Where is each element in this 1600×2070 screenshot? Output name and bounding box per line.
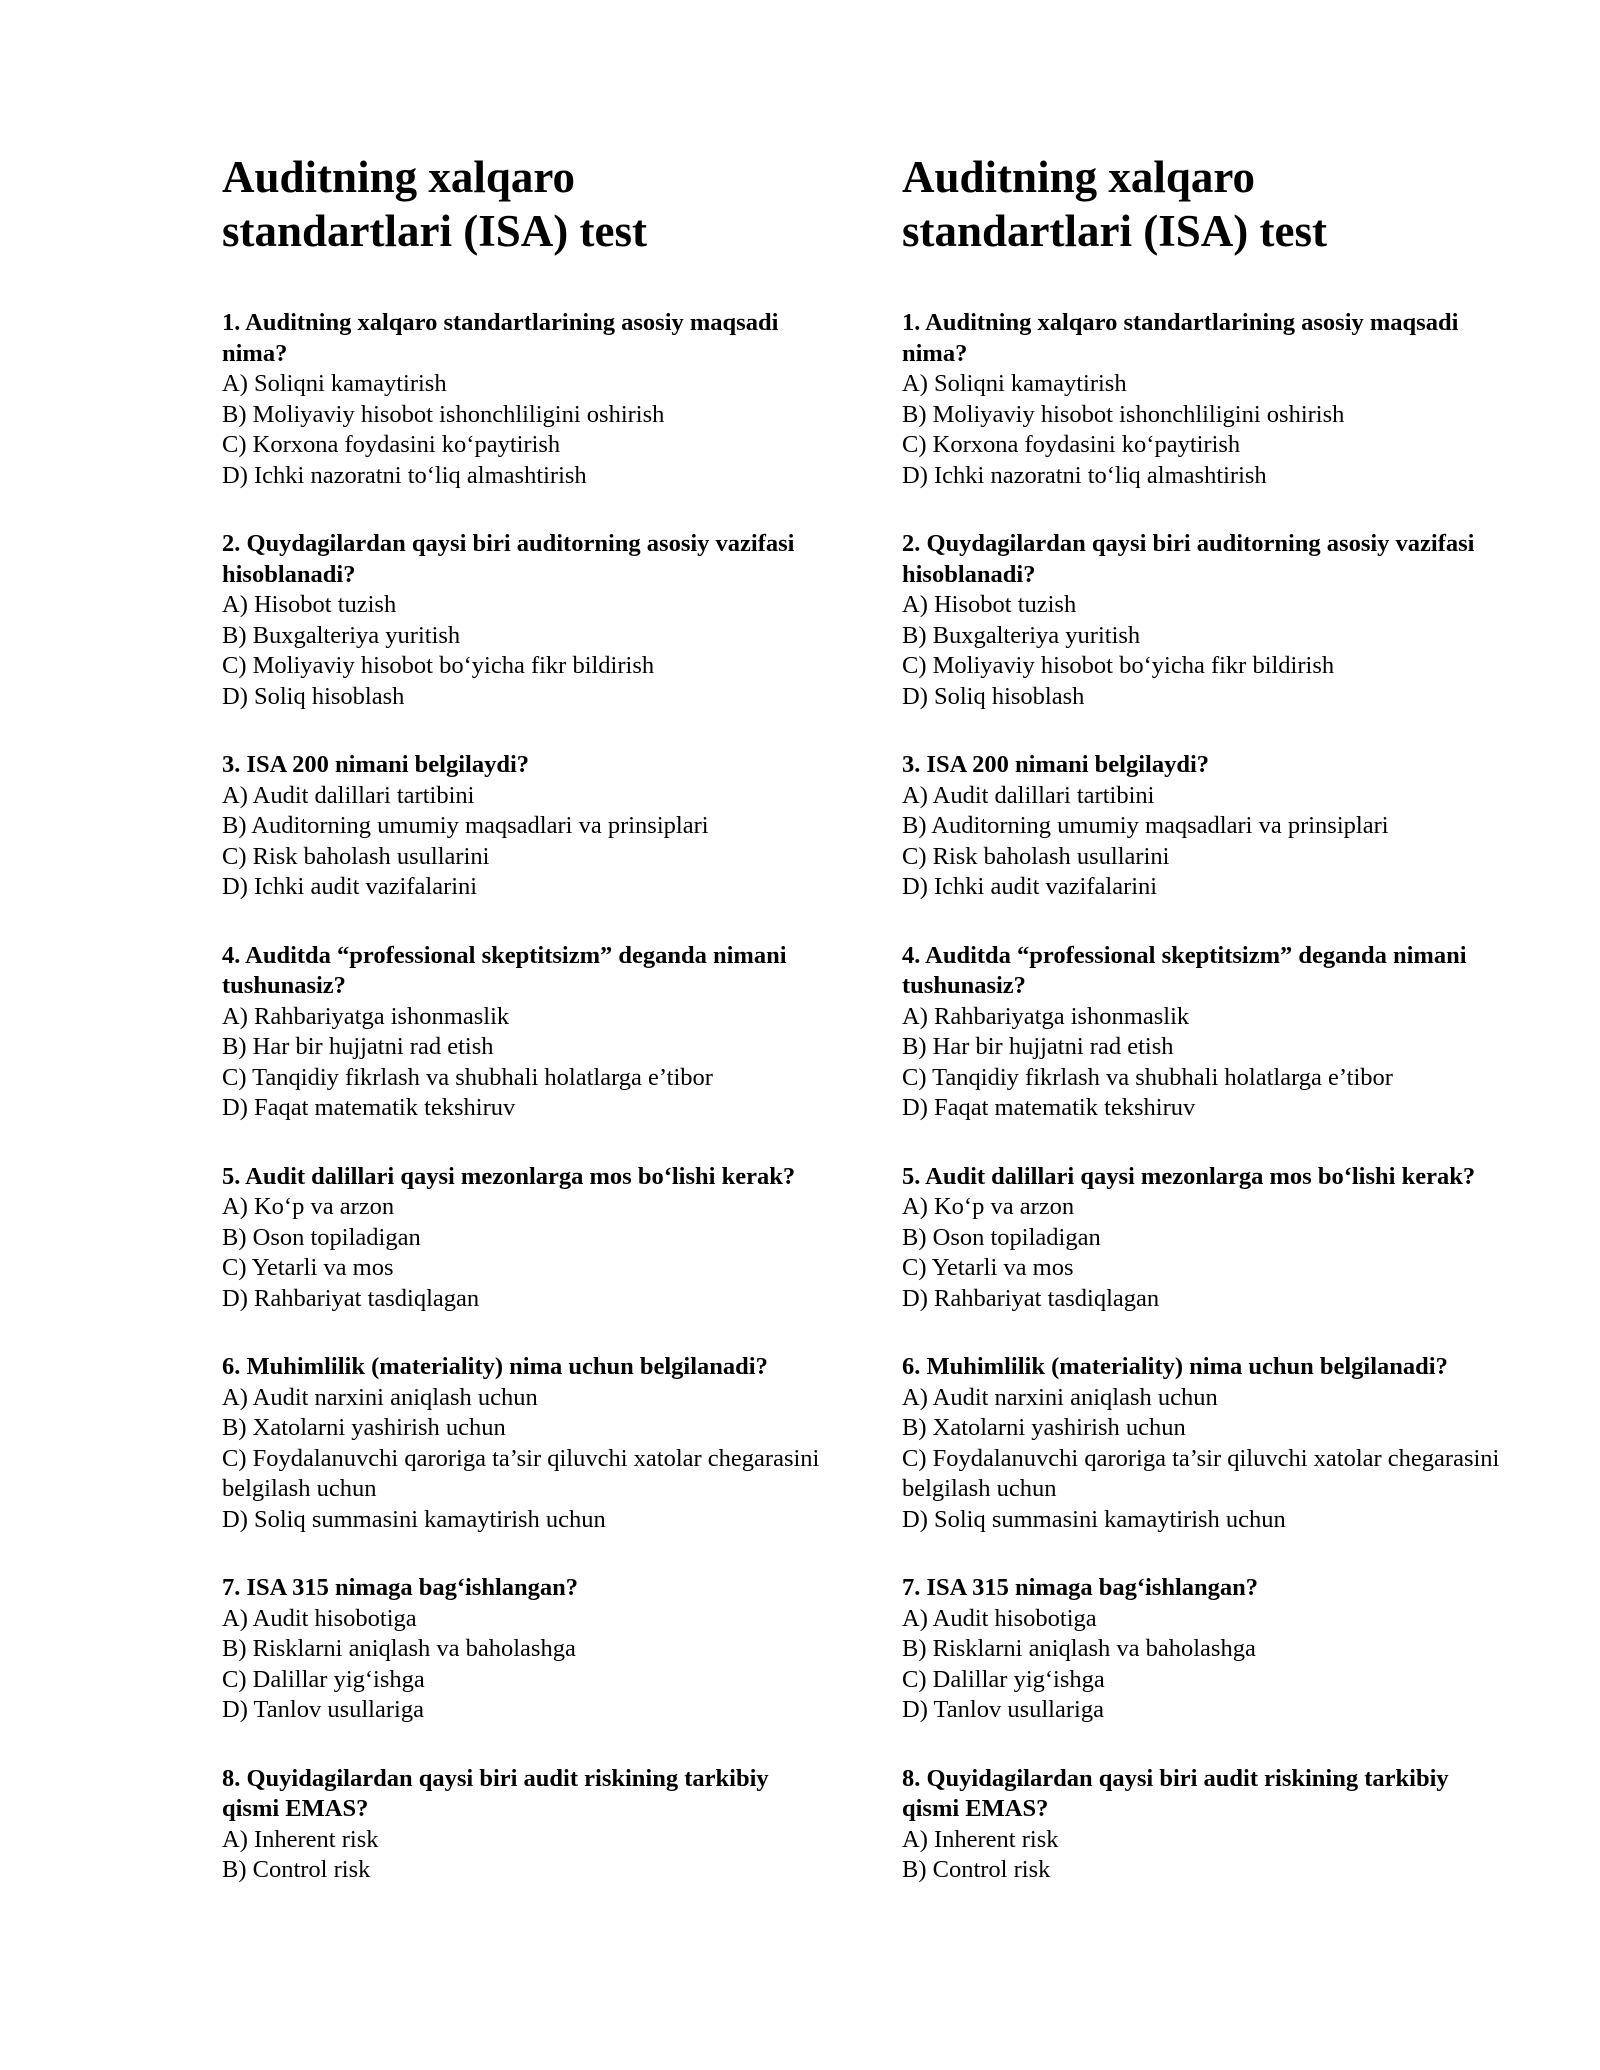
- title-line-2: standartlari (ISA) test: [222, 206, 647, 256]
- question-text: 5. Audit dalillari qaysi mezonlarga mos bo‘lishi kerak?: [902, 1162, 1476, 1190]
- option-d: D) Soliq hisoblash: [222, 682, 405, 710]
- question-7: [222, 1573, 822, 1726]
- option-a: A) Ko‘p va arzon: [222, 1193, 395, 1220]
- option-a: A) Inherent risk: [902, 1825, 1059, 1853]
- question-4: [902, 941, 1502, 1124]
- option-c: C) Foydalanuvchi qaroriga ta’sir qiluvchi xatolar chegarasini belgilash uchun: [222, 1444, 820, 1502]
- option-c: C) Tanqidiy fikrlash va shubhali holatlarga e’tibor: [222, 1063, 713, 1091]
- option-c: C) Dalillar yig‘ishga: [902, 1665, 1105, 1693]
- option-c: C) Yetarli va mos: [902, 1254, 1074, 1281]
- question-text: 7. ISA 315 nimaga bag‘ishlangan?: [222, 1574, 579, 1601]
- option-a: A) Rahbariyatga ishonmaslik: [222, 1002, 510, 1030]
- option-a: A) Rahbariyatga ishonmaslik: [902, 1002, 1190, 1030]
- title-line-2: standartlari (ISA) test: [902, 206, 1327, 256]
- question-text: 8. Quyidagilardan qaysi biri audit riskining tarkibiy qismi EMAS?: [222, 1764, 769, 1822]
- question-6: [222, 1352, 822, 1535]
- question-2: [222, 529, 822, 712]
- question-4: [222, 941, 822, 1124]
- option-c: C) Moliyaviy hisobot bo‘yicha fikr bildirish: [222, 652, 655, 679]
- option-b: B) Buxgalteriya yuritish: [222, 621, 461, 649]
- question-text: 6. Muhimlilik (materiality) nima uchun belgilanadi?: [222, 1353, 768, 1380]
- option-c: C) Dalillar yig‘ishga: [222, 1665, 425, 1693]
- question-text: 3. ISA 200 nimani belgilaydi?: [222, 751, 530, 778]
- option-c: C) Risk baholash usullarini: [902, 842, 1170, 870]
- option-b: B) Risklarni aniqlash va baholashga: [902, 1635, 1256, 1662]
- question-text: 5. Audit dalillari qaysi mezonlarga mos bo‘lishi kerak?: [222, 1162, 796, 1190]
- question-1: [902, 308, 1502, 491]
- option-d: D) Rahbariyat tasdiqlagan: [902, 1284, 1160, 1312]
- document-title: [902, 150, 1502, 258]
- option-b: B) Har bir hujjatni rad etish: [222, 1033, 494, 1060]
- option-c: C) Risk baholash usullarini: [222, 842, 490, 870]
- option-a: A) Soliqni kamaytirish: [902, 370, 1127, 397]
- option-b: B) Buxgalteriya yuritish: [902, 621, 1141, 649]
- right-column: [902, 150, 1502, 1924]
- option-d: D) Rahbariyat tasdiqlagan: [222, 1284, 480, 1312]
- option-b: B) Xatolarni yashirish uchun: [902, 1414, 1186, 1441]
- option-d: D) Tanlov usullariga: [902, 1696, 1104, 1723]
- option-d: D) Ichki nazoratni to‘liq almashtirish: [222, 461, 587, 489]
- question-text: 4. Auditda “professional skeptitsizm” deganda nimani tushunasiz?: [902, 941, 1467, 999]
- question-text: 4. Auditda “professional skeptitsizm” deganda nimani tushunasiz?: [222, 941, 787, 999]
- option-a: A) Hisobot tuzish: [902, 591, 1077, 618]
- option-c: C) Yetarli va mos: [222, 1254, 394, 1281]
- option-d: D) Faqat matematik tekshiruv: [902, 1094, 1196, 1121]
- option-c: C) Korxona foydasini ko‘paytirish: [222, 431, 561, 458]
- option-c: C) Tanqidiy fikrlash va shubhali holatlarga e’tibor: [902, 1063, 1393, 1091]
- option-b: B) Control risk: [222, 1856, 371, 1883]
- option-a: A) Soliqni kamaytirish: [222, 370, 447, 397]
- option-a: A) Audit hisobotiga: [222, 1604, 417, 1632]
- question-text: 2. Quydagilardan qaysi biri auditorning asosiy vazifasi hisoblanadi?: [902, 530, 1475, 588]
- question-text: 8. Quyidagilardan qaysi biri audit riskining tarkibiy qismi EMAS?: [902, 1764, 1449, 1822]
- option-b: B) Oson topiladigan: [222, 1223, 421, 1251]
- question-text: 1. Auditning xalqaro standartlarining asosiy maqsadi nima?: [902, 309, 1459, 367]
- option-b: B) Moliyaviy hisobot ishonchliligini oshirish: [902, 400, 1345, 428]
- option-d: D) Soliq hisoblash: [902, 682, 1085, 710]
- option-b: B) Oson topiladigan: [902, 1223, 1101, 1251]
- option-b: B) Auditorning umumiy maqsadlari va prinsiplari: [222, 812, 709, 839]
- question-5: [902, 1162, 1502, 1315]
- option-d: D) Faqat matematik tekshiruv: [222, 1094, 516, 1121]
- option-a: A) Audit dalillari tartibini: [902, 781, 1155, 809]
- option-a: A) Audit narxini aniqlash uchun: [902, 1383, 1218, 1411]
- question-3: [222, 750, 822, 903]
- option-a: A) Audit narxini aniqlash uchun: [222, 1383, 538, 1411]
- option-a: A) Audit hisobotiga: [902, 1604, 1097, 1632]
- question-8: [902, 1764, 1502, 1886]
- question-3: [902, 750, 1502, 903]
- question-1: [222, 308, 822, 491]
- question-5: [222, 1162, 822, 1315]
- question-6: [902, 1352, 1502, 1535]
- option-b: B) Xatolarni yashirish uchun: [222, 1414, 506, 1441]
- option-d: D) Tanlov usullariga: [222, 1696, 424, 1723]
- option-d: D) Soliq summasini kamaytirish uchun: [902, 1505, 1286, 1533]
- option-a: A) Ko‘p va arzon: [902, 1193, 1075, 1220]
- question-text: 6. Muhimlilik (materiality) nima uchun belgilanadi?: [902, 1353, 1448, 1380]
- option-c: C) Moliyaviy hisobot bo‘yicha fikr bildirish: [902, 652, 1335, 679]
- option-d: D) Ichki audit vazifalarini: [222, 873, 478, 900]
- question-2: [902, 529, 1502, 712]
- title-line-1: Auditning xalqaro: [222, 152, 576, 202]
- question-8: [222, 1764, 822, 1886]
- option-b: B) Auditorning umumiy maqsadlari va prinsiplari: [902, 812, 1389, 839]
- question-text: 3. ISA 200 nimani belgilaydi?: [902, 751, 1210, 778]
- option-c: C) Foydalanuvchi qaroriga ta’sir qiluvchi xatolar chegarasini belgilash uchun: [902, 1444, 1500, 1502]
- question-text: 2. Quydagilardan qaysi biri auditorning asosiy vazifasi hisoblanadi?: [222, 530, 795, 588]
- left-column: [222, 150, 822, 1924]
- option-a: A) Inherent risk: [222, 1825, 379, 1853]
- option-b: B) Risklarni aniqlash va baholashga: [222, 1635, 576, 1662]
- option-a: A) Hisobot tuzish: [222, 591, 397, 618]
- option-b: B) Control risk: [902, 1856, 1051, 1883]
- question-text: 7. ISA 315 nimaga bag‘ishlangan?: [902, 1574, 1259, 1601]
- question-text: 1. Auditning xalqaro standartlarining asosiy maqsadi nima?: [222, 309, 779, 367]
- document-title: [222, 150, 822, 258]
- option-d: D) Ichki audit vazifalarini: [902, 873, 1158, 900]
- question-7: [902, 1573, 1502, 1726]
- option-d: D) Ichki nazoratni to‘liq almashtirish: [902, 461, 1267, 489]
- option-c: C) Korxona foydasini ko‘paytirish: [902, 431, 1241, 458]
- option-b: B) Har bir hujjatni rad etish: [902, 1033, 1174, 1060]
- title-line-1: Auditning xalqaro: [902, 152, 1256, 202]
- option-a: A) Audit dalillari tartibini: [222, 781, 475, 809]
- option-d: D) Soliq summasini kamaytirish uchun: [222, 1505, 606, 1533]
- option-b: B) Moliyaviy hisobot ishonchliligini oshirish: [222, 400, 665, 428]
